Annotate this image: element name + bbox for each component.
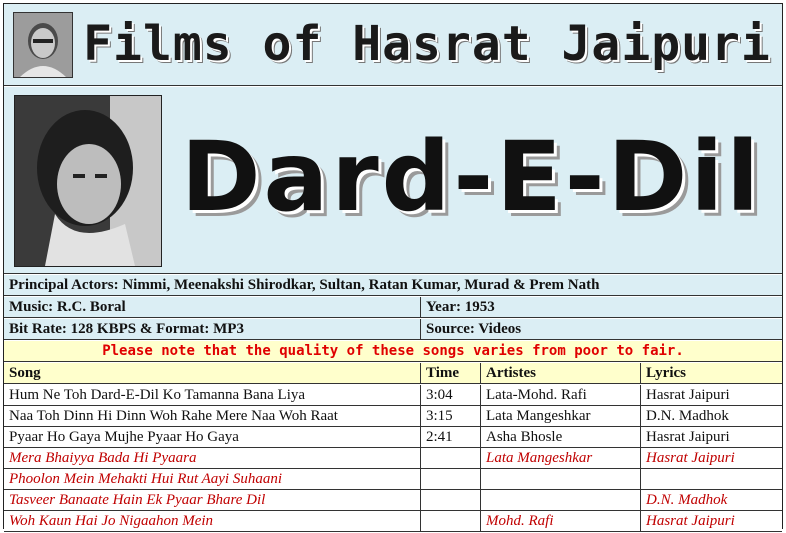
table-row — [4, 469, 782, 490]
cell-song: Mera Bhaiyya Bada Hi Pyaara — [9, 450, 197, 466]
cell-artistes: Lata Mangeshkar — [480, 448, 640, 468]
cell-artistes — [480, 469, 640, 489]
site-header — [4, 4, 782, 86]
header-song: Song — [9, 365, 41, 381]
site-title: Films of Hasrat Jaipuri — [83, 16, 771, 72]
music-text: Music: R.C. Boral — [9, 299, 126, 315]
cell-lyrics: Hasrat Jaipuri — [640, 448, 782, 468]
film-title: Dard-E-Dil — [180, 121, 763, 233]
header-lyrics: Lyrics — [640, 363, 782, 383]
source-text: Source: Videos — [420, 319, 782, 339]
bitrate-text: Bit Rate: 128 KBPS & Format: MP3 — [9, 321, 244, 337]
quality-notice-text: Please note that the quality of these songs varies from poor to fair. — [102, 343, 684, 359]
film-page — [3, 3, 783, 529]
cell-time: 2:41 — [420, 427, 480, 447]
cell-song: Woh Kaun Hai Jo Nigaahon Mein — [9, 513, 214, 529]
actors-text: Principal Actors: Nimmi, Meenakshi Shirodkar, Sultan, Ratan Kumar, Murad & Prem Nath — [9, 277, 600, 293]
cell-time — [420, 511, 480, 531]
cell-song[interactable]: Hum Ne Toh Dard-E-Dil Ko Tamanna Bana Liya — [9, 387, 306, 403]
cell-song[interactable]: Pyaar Ho Gaya Mujhe Pyaar Ho Gaya — [9, 429, 239, 445]
table-row — [4, 490, 782, 511]
cell-artistes: Asha Bhosle — [480, 427, 640, 447]
table-row — [4, 448, 782, 469]
actors-row — [4, 275, 782, 296]
header-artistes: Artistes — [480, 363, 640, 383]
cell-song[interactable]: Naa Toh Dinn Hi Dinn Woh Rahe Mere Naa Woh Raat — [9, 408, 338, 424]
cell-artistes: Mohd. Rafi — [480, 511, 640, 531]
cell-artistes: Lata Mangeshkar — [480, 406, 640, 426]
cell-lyrics: Hasrat Jaipuri — [640, 385, 782, 405]
cell-lyrics: Hasrat Jaipuri — [640, 427, 782, 447]
table-row[interactable] — [4, 406, 782, 427]
cell-song: Tasveer Banaate Hain Ek Pyaar Bhare Dil — [9, 492, 266, 508]
table-row[interactable] — [4, 385, 782, 406]
cell-artistes — [480, 490, 640, 510]
quality-notice — [4, 341, 782, 362]
film-still-icon — [14, 95, 162, 267]
music-year-row — [4, 297, 782, 318]
format-source-row — [4, 319, 782, 340]
cell-time — [420, 490, 480, 510]
cell-time: 3:04 — [420, 385, 480, 405]
cell-lyrics: D.N. Madhok — [640, 490, 782, 510]
cell-artistes: Lata-Mohd. Rafi — [480, 385, 640, 405]
header-time: Time — [420, 363, 480, 383]
table-row[interactable] — [4, 427, 782, 448]
table-row — [4, 511, 782, 532]
film-banner — [4, 87, 782, 274]
cell-song: Phoolon Mein Mehakti Hui Rut Aayi Suhaani — [9, 471, 283, 487]
person-portrait-icon — [13, 12, 73, 78]
cell-lyrics: Hasrat Jaipuri — [640, 511, 782, 531]
cell-time — [420, 469, 480, 489]
cell-time — [420, 448, 480, 468]
year-text: Year: 1953 — [420, 297, 782, 317]
cell-time: 3:15 — [420, 406, 480, 426]
table-header — [4, 363, 782, 384]
cell-lyrics — [640, 469, 782, 489]
cell-lyrics: D.N. Madhok — [640, 406, 782, 426]
